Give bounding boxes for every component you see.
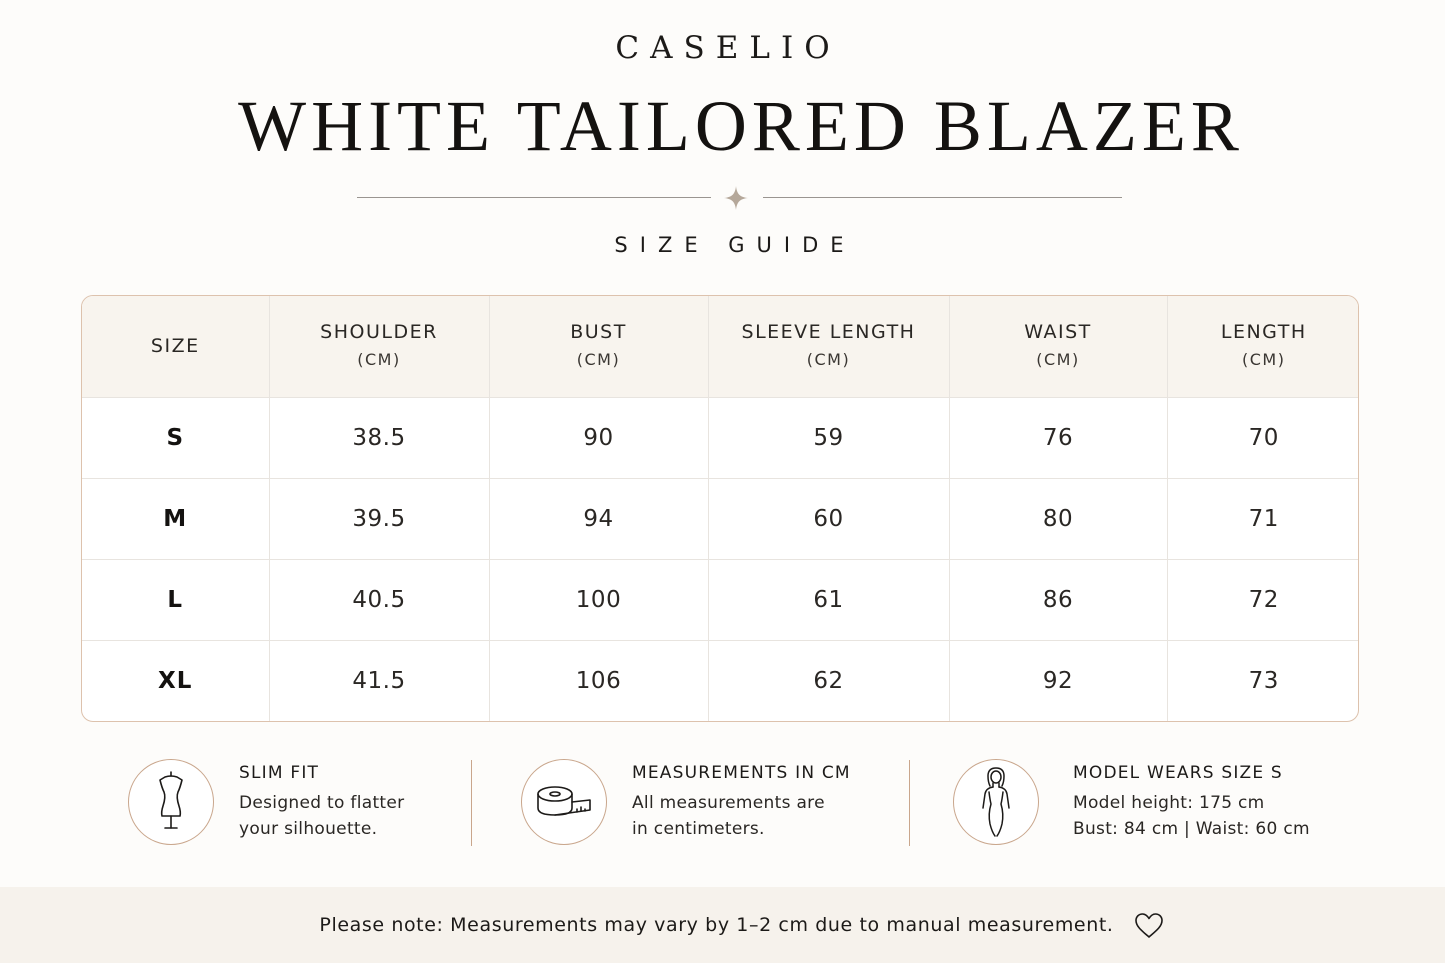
heart-icon: [1134, 912, 1164, 939]
header-unit: (CM): [357, 350, 401, 370]
table-cell: 86: [949, 559, 1167, 640]
info-measurements: [521, 758, 851, 846]
table-cell: 90: [489, 397, 708, 478]
header-shoulder: [269, 296, 489, 397]
section-title: SIZE GUIDE: [614, 233, 856, 257]
info-model: [953, 758, 1310, 846]
size-cell: S: [82, 397, 269, 478]
table-cell: 94: [489, 478, 708, 559]
footer-note: Please note: Measurements may vary by 1–2 cm due to manual measurement.: [319, 914, 1114, 936]
table-cell: 72: [1167, 559, 1359, 640]
size-cell: L: [82, 559, 269, 640]
table-cell: 71: [1167, 478, 1359, 559]
table-cell: 61: [708, 559, 949, 640]
table-row: [82, 559, 1359, 640]
product-title: WHITE TAILORED BLAZER: [238, 86, 1244, 166]
table-cell: 70: [1167, 397, 1359, 478]
header-label: BUST: [570, 321, 627, 344]
table-row: [82, 640, 1359, 721]
info-separator: [909, 760, 910, 846]
header-bust: [489, 296, 708, 397]
info-text: [1073, 762, 1310, 842]
header-length: [1167, 296, 1359, 397]
info-badge: [128, 759, 214, 845]
table-row: [82, 397, 1359, 478]
header-unit: (CM): [806, 350, 851, 370]
divider-line-right: [763, 197, 1122, 198]
header-label: SIZE: [150, 335, 200, 358]
table-cell: 106: [489, 640, 708, 721]
header-label: SHOULDER: [320, 321, 438, 344]
table-cell: 100: [489, 559, 708, 640]
table-cell: 76: [949, 397, 1167, 478]
table-row: [82, 478, 1359, 559]
table-cell: 62: [708, 640, 949, 721]
info-desc-line: your silhouette.: [239, 819, 378, 839]
size-cell: XL: [82, 640, 269, 721]
info-desc-line: Designed to flatter: [239, 793, 405, 813]
info-badge: [521, 759, 607, 845]
header-sleeve-length: [708, 296, 949, 397]
table-cell: 59: [708, 397, 949, 478]
info-slim-fit: [128, 758, 404, 846]
table-header-row: [82, 296, 1359, 397]
info-badge: [953, 759, 1039, 845]
info-text: [632, 762, 851, 842]
info-title: MEASUREMENTS IN CM: [632, 763, 851, 783]
table-cell: 38.5: [269, 397, 489, 478]
table-cell: 39.5: [269, 478, 489, 559]
info-desc-line: Bust: 84 cm | Waist: 60 cm: [1073, 819, 1310, 839]
footer-bar: [0, 887, 1445, 963]
table-cell: 60: [708, 478, 949, 559]
header-unit: (CM): [1242, 350, 1286, 370]
measuring-tape-icon: [535, 782, 593, 822]
dress-form-icon: [151, 770, 191, 834]
header-unit: (CM): [1036, 350, 1080, 370]
info-desc-line: in centimeters.: [632, 819, 765, 839]
brand-name: CASELIO: [615, 30, 841, 66]
header-label: LENGTH: [1220, 321, 1307, 344]
divider-line-left: [357, 197, 711, 198]
info-separator: [471, 760, 472, 846]
size-table: [81, 295, 1359, 722]
header-size: [82, 296, 269, 397]
table-cell: 80: [949, 478, 1167, 559]
table-cell: 92: [949, 640, 1167, 721]
table-cell: 41.5: [269, 640, 489, 721]
info-title: MODEL WEARS SIZE S: [1073, 763, 1283, 783]
info-desc-line: Model height: 175 cm: [1073, 793, 1265, 813]
header-unit: (CM): [576, 350, 621, 370]
size-cell: M: [82, 478, 269, 559]
info-text: [239, 762, 404, 842]
table-cell: 40.5: [269, 559, 489, 640]
header-waist: [949, 296, 1167, 397]
model-silhouette-icon: [978, 766, 1014, 838]
header-label: SLEEVE LENGTH: [741, 321, 916, 344]
table-cell: 73: [1248, 667, 1279, 694]
header-label: WAIST: [1024, 321, 1092, 344]
four-point-star-icon: [724, 186, 748, 210]
info-desc-line: All measurements are: [632, 793, 825, 813]
title-divider: [357, 184, 1122, 212]
info-title: SLIM FIT: [239, 763, 320, 783]
